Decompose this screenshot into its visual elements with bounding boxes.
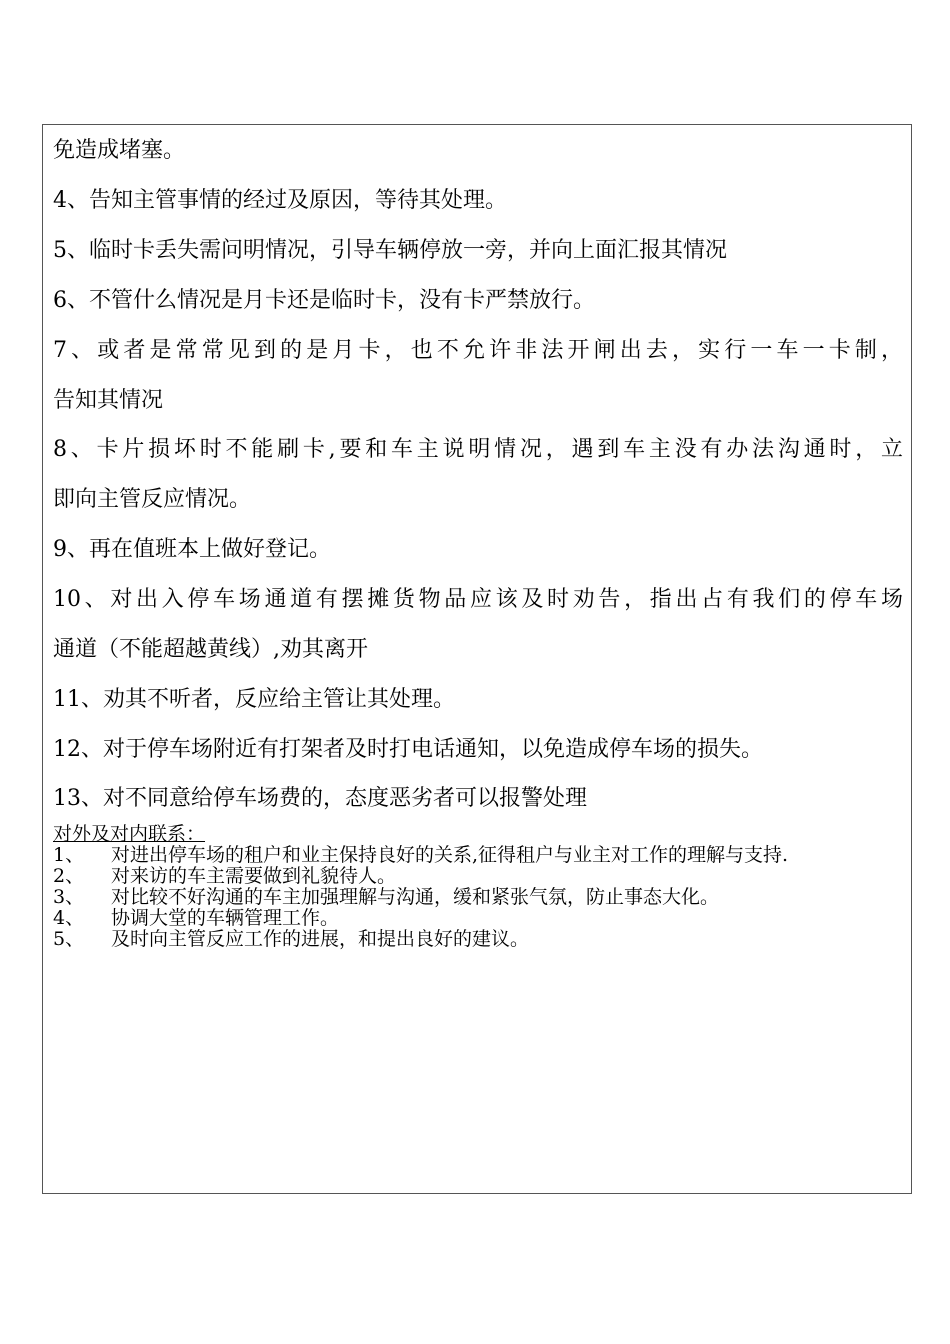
procedure-line: 12、对于停车场附近有打架者及时打电话通知，以免造成停车场的损失。 bbox=[53, 737, 763, 762]
list-item-text: 及时向主管反应工作的进展，和提出良好的建议。 bbox=[111, 928, 530, 950]
list-item bbox=[53, 866, 905, 887]
list-item-number: 4、 bbox=[53, 907, 85, 929]
procedure-line: 4、告知主管事情的经过及原因，等待其处理。 bbox=[53, 188, 507, 213]
list-item-number: 5、 bbox=[53, 928, 85, 950]
list-item-number: 1、 bbox=[53, 844, 85, 866]
list-item bbox=[53, 845, 905, 866]
procedure-line: 6、不管什么情况是月卡还是临时卡，没有卡严禁放行。 bbox=[53, 288, 595, 313]
procedure-line: 5、临时卡丢失需问明情况，引导车辆停放一旁，并向上面汇报其情况 bbox=[53, 238, 727, 263]
list-item bbox=[53, 908, 905, 929]
procedure-line: 通道（不能超越黄线）,劝其离开 bbox=[53, 637, 368, 662]
contacts-title: 对外及对内联系： bbox=[53, 823, 206, 845]
procedure-line: 免造成堵塞。 bbox=[53, 138, 186, 163]
contacts-section bbox=[53, 824, 905, 950]
list-item-text: 对进出停车场的租户和业主保持良好的关系,征得租户与业主对工作的理解与支持. bbox=[111, 844, 789, 866]
list-item-number: 3、 bbox=[53, 886, 85, 908]
procedure-line: 13、对不同意给停车场费的，态度恶劣者可以报警处理 bbox=[53, 786, 587, 811]
procedure-line: 告知其情况 bbox=[53, 388, 164, 413]
procedure-line: 10、对出入停车场通道有摆摊货物品应该及时劝告，指出占有我们的停车场 bbox=[53, 587, 903, 612]
procedure-line: 即向主管反应情况。 bbox=[53, 487, 252, 512]
list-item-text: 协调大堂的车辆管理工作。 bbox=[111, 907, 340, 929]
procedure-line: 11、劝其不听者，反应给主管让其处理。 bbox=[53, 687, 455, 712]
document-frame bbox=[42, 124, 912, 1194]
procedure-line: 8、卡片损坏时不能刷卡,要和车主说明情况，遇到车主没有办法沟通时，立 bbox=[53, 437, 903, 462]
procedure-line: 9、再在值班本上做好登记。 bbox=[53, 537, 331, 562]
list-item-text: 对比较不好沟通的车主加强理解与沟通，缓和紧张气氛，防止事态大化。 bbox=[111, 886, 720, 908]
procedure-line: 7、或者是常常见到的是月卡，也不允许非法开闸出去，实行一车一卡制， bbox=[53, 338, 903, 363]
list-item bbox=[53, 929, 905, 950]
list-item-text: 对来访的车主需要做到礼貌待人。 bbox=[111, 865, 397, 887]
list-item bbox=[53, 887, 905, 908]
list-item-number: 2、 bbox=[53, 865, 85, 887]
